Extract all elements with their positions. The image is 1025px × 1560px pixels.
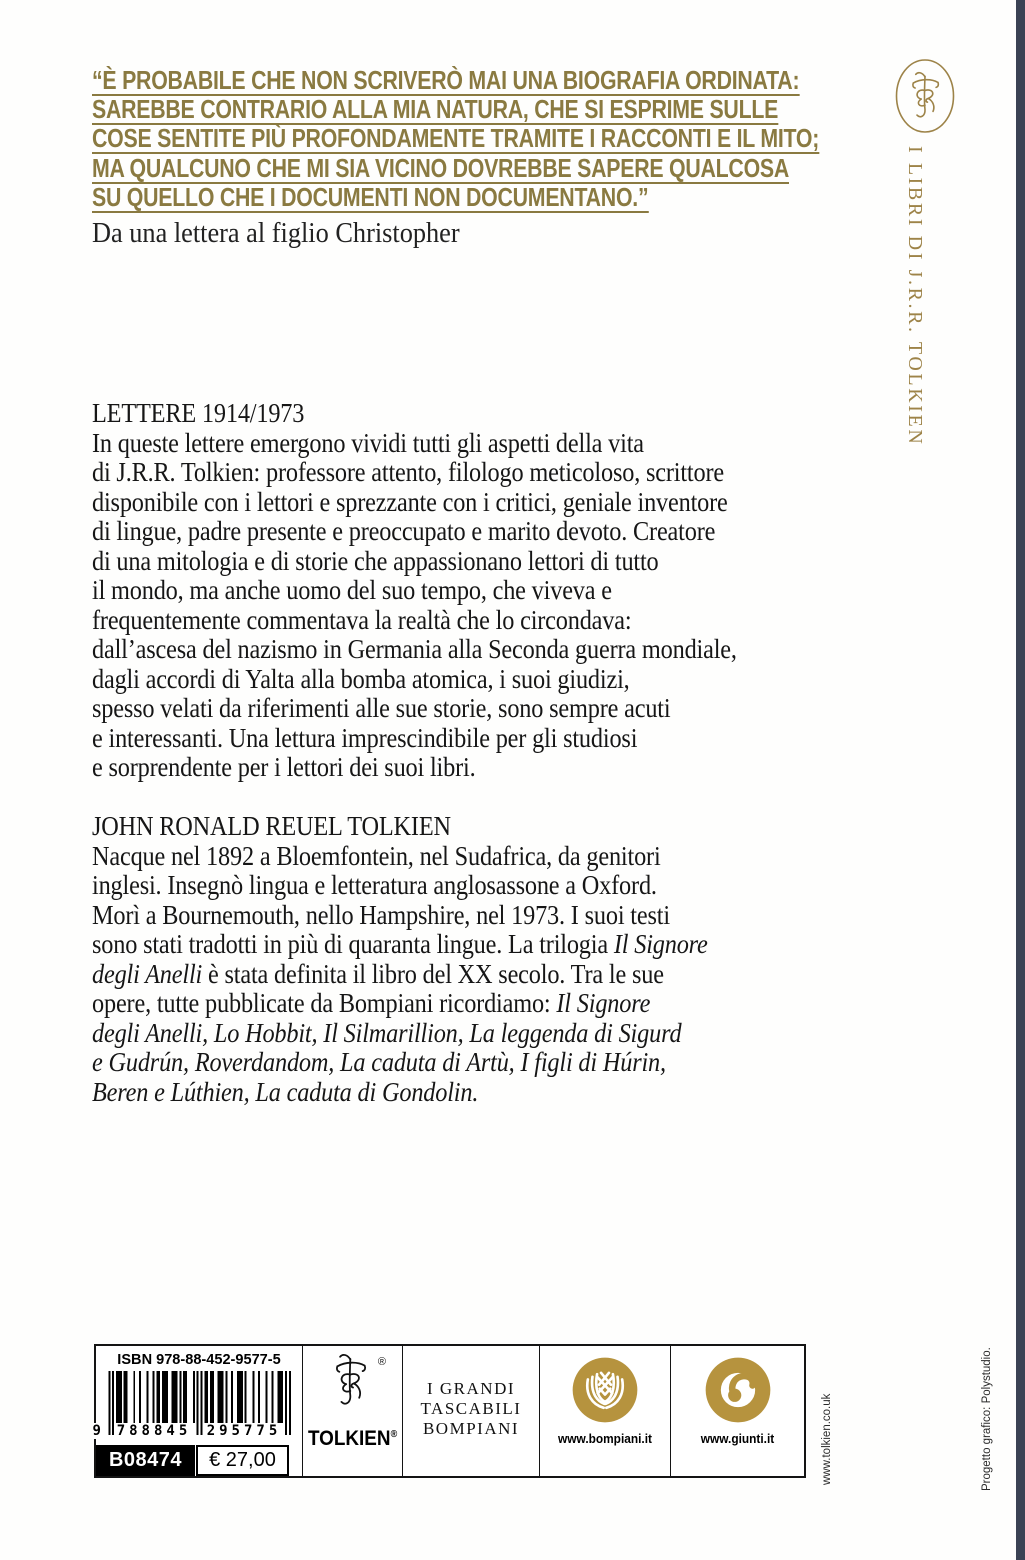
series-spine-label: I LIBRI DI J.R.R. TOLKIEN bbox=[904, 146, 926, 447]
barcode-cell bbox=[92, 1346, 303, 1476]
text-line: BOMPIANI bbox=[422, 1419, 520, 1438]
text-line: di lingue, padre presente e preoccupato e marito devoto. Creatore bbox=[92, 516, 716, 546]
text-line: dall’ascesa del nazismo in Germania alla Seconda guerra mondiale, bbox=[92, 634, 737, 664]
code-price-bar bbox=[96, 1445, 302, 1476]
barcode-digits-left: 788845 bbox=[116, 1423, 192, 1439]
price-tag: € 27,00 bbox=[196, 1445, 289, 1476]
tolkien-url-vertical bbox=[821, 1393, 912, 1499]
text-line: Morì a Bournemouth, nello Hampshire, nel 1973. I suoi testi bbox=[92, 899, 670, 930]
tolkien-monogram-badge bbox=[894, 57, 956, 135]
quote-line: MA QUALCUNO CHE MI SIA VICINO DOVREBBE SAPERE QUALCOSA bbox=[92, 152, 790, 183]
series-cell bbox=[403, 1346, 540, 1476]
barcode-digit-first: 9 bbox=[92, 1423, 101, 1439]
ean13-barcode bbox=[92, 1371, 291, 1439]
bompiani-url: www.bompiani.it bbox=[558, 1432, 652, 1446]
publisher-code: B08474 bbox=[96, 1445, 195, 1476]
text-line: frequentemente commentava la realtà che lo circondava: bbox=[92, 604, 632, 635]
text-line: e interessanti. Una lettura imprescindibile per gli studiosi bbox=[92, 722, 638, 753]
registered-mark: ® bbox=[390, 1429, 398, 1440]
section-heading: JOHN RONALD REUEL TOLKIEN bbox=[92, 811, 451, 841]
cover-quote bbox=[92, 65, 830, 216]
registered-mark: ® bbox=[377, 1356, 386, 1368]
text-line: In queste lettere emergono vividi tutti gli aspetti della vita bbox=[92, 427, 644, 458]
quote-attribution: Da una lettera al figlio Christopher bbox=[92, 218, 460, 249]
text-line: di J.R.R. Tolkien: professore attento, filologo meticoloso, scrittore bbox=[92, 457, 724, 487]
quote-line: “È PROBABILE CHE NON SCRIVERÒ MAI UNA BIOGRAFIA ORDINATA: bbox=[92, 65, 800, 95]
giunti-logo-icon bbox=[705, 1357, 771, 1423]
section-lettere bbox=[92, 399, 884, 783]
text-line: disponibile con i lettori e sprezzante con i critici, geniale inventore bbox=[92, 486, 728, 517]
text-line: Nacque nel 1892 a Bloemfontein, nel Sudafrica, da genitori bbox=[92, 840, 661, 871]
text-line: il mondo, ma anche uomo del suo tempo, che viveva e bbox=[92, 575, 612, 605]
text-line: Beren e Lúthien, La caduta di Gondolin. bbox=[92, 1076, 479, 1107]
giunti-cell bbox=[671, 1346, 804, 1476]
text-line: degli Anelli è stata definita il libro del XX secolo. Tra le sue bbox=[92, 958, 664, 989]
quote-line: COSE SENTITE PIÙ PROFONDAMENTE TRAMITE I RACCONTI E IL MITO; bbox=[92, 123, 820, 154]
section-author-bio bbox=[92, 812, 884, 1107]
text-line: spesso velati da riferimenti alle sue storie, sono sempre acuti bbox=[92, 693, 671, 723]
giunti-url: www.giunti.it bbox=[700, 1432, 775, 1446]
series-imprint bbox=[403, 1379, 539, 1439]
text-line: dagli accordi di Yalta alla bomba atomica, i suoi giudizi, bbox=[92, 663, 630, 694]
footer-strip bbox=[94, 1344, 806, 1478]
tolkien-url-text: www.tolkien.co.uk bbox=[821, 1393, 833, 1485]
bompiani-cell bbox=[540, 1346, 671, 1476]
text-line: inglesi. Insegnò lingua e letteratura anglosassone a Oxford. bbox=[92, 870, 657, 900]
section-body bbox=[92, 842, 884, 1108]
text-line: di una mitologia e di storie che appassionano lettori di tutto bbox=[92, 545, 659, 576]
tolkien-wordmark bbox=[308, 1427, 397, 1451]
text-line: e sorprendente per i lettori dei suoi libri. bbox=[92, 752, 476, 782]
section-body bbox=[92, 429, 884, 783]
quote-line: SAREBBE CONTRARIO ALLA MIA NATURA, CHE SI ESPRIME SULLE bbox=[92, 94, 779, 125]
quote-line: SU QUELLO CHE I DOCUMENTI NON DOCUMENTANO.” bbox=[92, 181, 649, 212]
cover-edge-strip bbox=[1016, 0, 1025, 1560]
text-line: e Gudrún, Roverdandom, La caduta di Artù, I figli di Húrin, bbox=[92, 1047, 666, 1077]
text-line: TASCABILI bbox=[420, 1399, 522, 1418]
design-credit-text: Progetto grafico: Polystudio. bbox=[981, 1347, 993, 1491]
tolkien-monogram-icon bbox=[327, 1352, 379, 1422]
tolkien-brand-cell bbox=[303, 1346, 403, 1476]
bompiani-logo-icon bbox=[572, 1357, 638, 1423]
isbn-label: ISBN 978-88-452-9577-5 bbox=[117, 1351, 281, 1368]
text-line: opere, tutte pubblicate da Bompiani ricordiamo: Il Signore bbox=[92, 988, 651, 1018]
design-credit-vertical bbox=[981, 1347, 1025, 1505]
text-line: sono stati tradotti in più di quaranta lingue. La trilogia Il Signore bbox=[92, 929, 708, 959]
text-line: I GRANDI bbox=[426, 1379, 516, 1398]
section-heading: LETTERE 1914/1973 bbox=[92, 398, 305, 428]
barcode-digits-right: 295775 bbox=[206, 1423, 282, 1439]
text-line: degli Anelli, Lo Hobbit, Il Silmarillion, La leggenda di Sigurd bbox=[92, 1017, 682, 1048]
brand-text: TOLKIEN bbox=[307, 1427, 391, 1450]
